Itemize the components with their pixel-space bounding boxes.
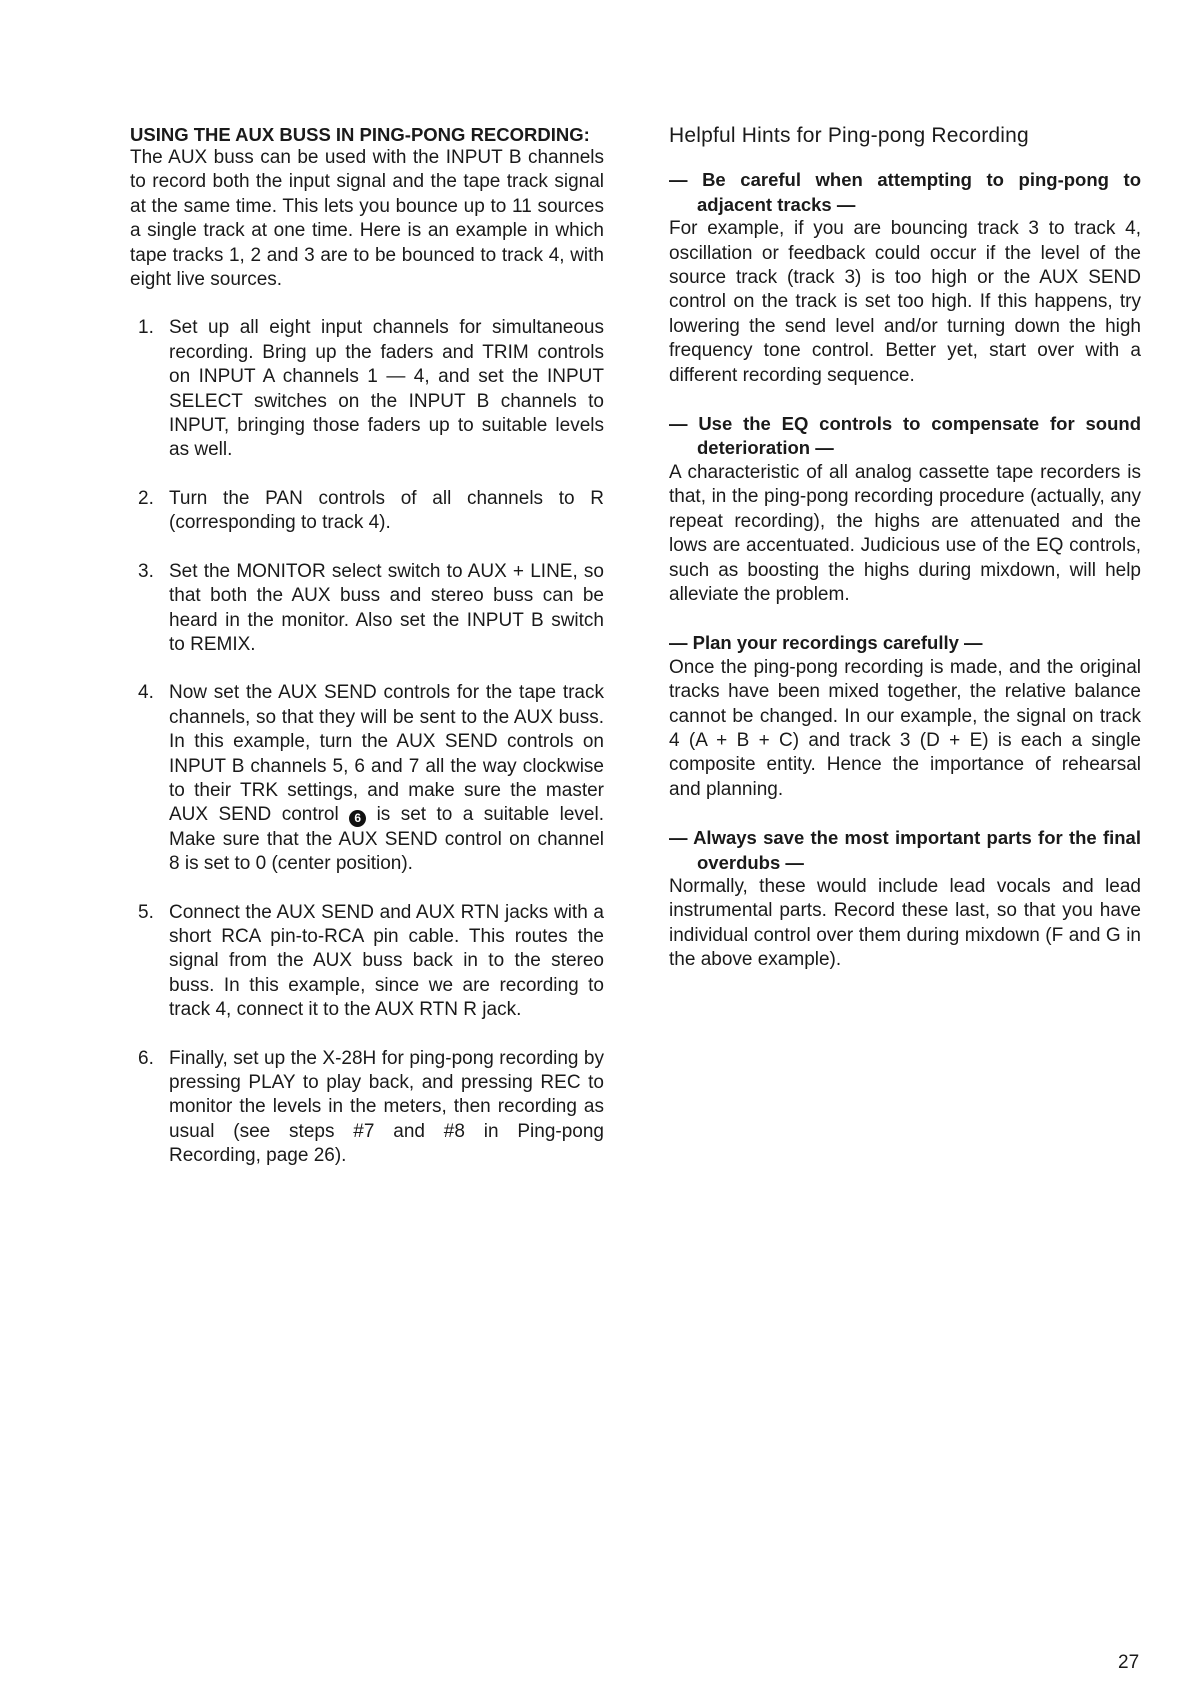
- hint-text: A characteristic of all analog cassette tape recorders is that, in the ping-pong recording procedure (actually, any repeat recording), the highs are attenuated and the lows are accentuated. Judicious use of the EQ controls, such as boosting the highs during mixdown, will help alleviate the problem.: [669, 461, 1141, 605]
- step-text: Now set the AUX SEND controls for the tape track channels, so that they will be sent to the AUX buss. In this example, turn the AUX SEND controls on INPUT B channels 5, 6 and 7 all the way clockwise to their TRK settings, and make sure the master AUX SEND control: [169, 682, 604, 826]
- step-item: [130, 560, 604, 658]
- hint-text: Normally, these would include lead vocals and lead instrumental parts. Record these last, so that you have individual control over them during mixdown (F and G in the above example).: [669, 875, 1141, 971]
- step-number: 3.: [138, 560, 154, 582]
- step-item: [130, 1047, 604, 1169]
- step-text: Turn the PAN controls of all channels to R (corresponding to track 4).: [169, 487, 604, 534]
- step-number: 1.: [138, 317, 154, 339]
- hint-block: [669, 631, 1141, 802]
- hint-block: [669, 412, 1141, 607]
- control-number-marker: 6: [349, 810, 366, 827]
- step-text: is set to a suitable level. Make sure that the AUX SEND control on channel 8 is set to 0 (center position).: [169, 804, 604, 875]
- hint-text: For example, if you are bouncing track 3 to track 4, oscillation or feedback could occur if the level of the source track (track 3) is too high or the AUX SEND control on the track is set too high. If this happens, try lowering the send level and/or turning down the high frequency tone control. Better yet, start over with a different recording sequence.: [669, 218, 1141, 386]
- step-number: 6.: [138, 1047, 154, 1069]
- intro-paragraph: The AUX buss can be used with the INPUT B channels to record both the input signal and the tape track signal at the same time. This lets you bounce up to 11 sources a single track at one time. Here is an example in which tape tracks 1, 2 and 3 are to be bounced to track 4, with eight live sources.: [130, 147, 604, 291]
- step-item: [130, 681, 604, 876]
- hint-title: — Be careful when attempting to ping-pong to adjacent tracks —: [669, 169, 1141, 215]
- hint-title: — Plan your recordings carefully —: [669, 632, 983, 654]
- hint-block: [669, 826, 1141, 972]
- step-item: [130, 901, 604, 1023]
- left-column: [130, 124, 604, 1169]
- step-text: Finally, set up the X-28H for ping-pong recording by pressing PLAY to play back, and pressing REC to monitor the levels in the meters, then recording as usual (see steps #7 and #8 in Ping-pong Recording, page 26).: [169, 1047, 604, 1167]
- hint-block: [669, 168, 1141, 388]
- step-text: Connect the AUX SEND and AUX RTN jacks with a short RCA pin-to-RCA pin cable. This routes the signal from the AUX buss back in to the stereo buss. In this example, since we are recording to track 4, connect it to the AUX RTN R jack.: [169, 901, 604, 1021]
- hints-heading: Helpful Hints for Ping-pong Recording: [669, 124, 1029, 147]
- step-item: [130, 316, 604, 462]
- section-heading: USING THE AUX BUSS IN PING-PONG RECORDING:: [130, 124, 590, 145]
- step-text: Set the MONITOR select switch to AUX + LINE, so that both the AUX buss and stereo buss can be heard in the monitor. Also set the INPUT B switch to REMIX.: [169, 560, 604, 655]
- step-number: 5.: [138, 901, 154, 923]
- step-text: Set up all eight input channels for simultaneous recording. Bring up the faders and TRIM controls on INPUT A channels 1 — 4, and set the INPUT SELECT switches on the INPUT B channels to INPUT, bringing those faders up to suitable levels as well.: [169, 317, 604, 461]
- hint-title: — Use the EQ controls to compensate for sound deterioration —: [669, 413, 1141, 459]
- step-number: 4.: [138, 682, 154, 704]
- hint-title: — Always save the most important parts for the final overdubs —: [669, 827, 1141, 873]
- right-column: [669, 124, 1141, 997]
- steps-list: [130, 316, 604, 1168]
- step-number: 2.: [138, 487, 154, 509]
- page-number: 27: [1118, 1652, 1140, 1673]
- hint-text: Once the ping-pong recording is made, and the original tracks have been mixed together, the relative balance cannot be changed. In our example, the signal on track 4 (A + B + C) and track 3 (D + E) is each a single composite entity. Hence the importance of rehearsal and planning.: [669, 656, 1141, 800]
- step-item: [130, 487, 604, 536]
